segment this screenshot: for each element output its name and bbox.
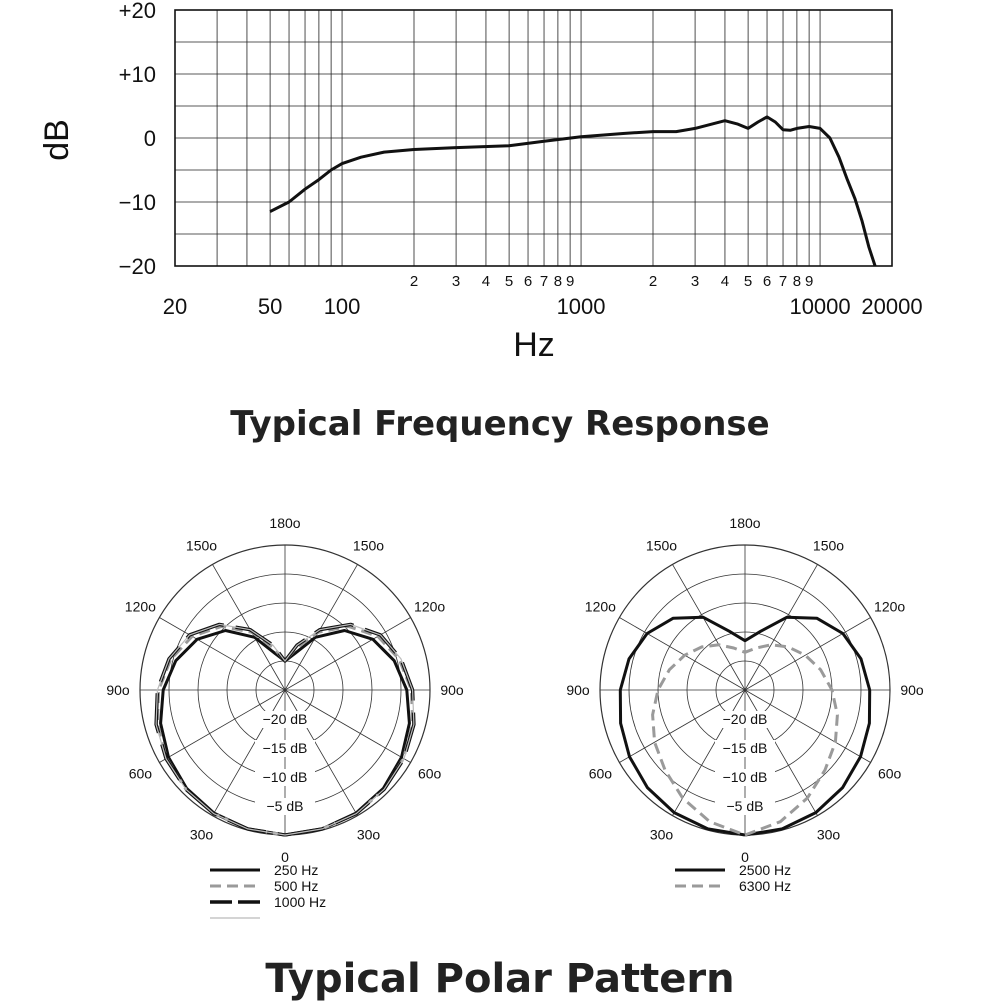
- polar-ring-label: −15 dB: [722, 740, 768, 756]
- x-minor-tick-label: 5: [504, 273, 514, 290]
- x-minor-tick-label: 4: [720, 273, 730, 290]
- polar-ring-label: −5 dB: [266, 798, 304, 814]
- polar-angle-label: 0: [281, 849, 289, 865]
- legend-label: 500 Hz: [274, 878, 319, 894]
- legend-label: 2500 Hz: [739, 862, 792, 878]
- polar-angle-label: 30o: [189, 826, 214, 843]
- x-major-tick-label: 100: [323, 294, 361, 319]
- legend-label: 250 Hz: [274, 862, 319, 878]
- x-minor-tick-label: 5: [743, 273, 753, 290]
- polar-angle-label: 150o: [352, 537, 385, 554]
- frequency-response-line: [270, 117, 875, 266]
- polar-angle-label: 180o: [269, 515, 301, 531]
- polar-ring-label: −10 dB: [262, 769, 308, 785]
- x-minor-tick-label: 9: [565, 273, 575, 290]
- legend-label: 1000 Hz: [274, 894, 327, 910]
- polar-angle-label: 30o: [649, 826, 674, 843]
- polar-angle-label: 90o: [900, 682, 924, 698]
- polar-angle-label: 150o: [185, 537, 218, 554]
- x-major-tick-label: 50: [257, 294, 283, 319]
- legend-label: 6300 Hz: [739, 878, 792, 894]
- polar-angle-label: 90o: [566, 682, 590, 698]
- polar-angle-label: 120o: [124, 598, 156, 615]
- x-minor-tick-label: 9: [804, 273, 814, 290]
- x-minor-tick-label: 8: [792, 273, 802, 290]
- polar-spoke: [285, 618, 411, 691]
- x-minor-tick-label: 6: [523, 273, 533, 290]
- polar-spoke: [673, 564, 746, 690]
- y-tick-label: +20: [118, 0, 156, 23]
- polar-angle-label: 60o: [877, 765, 902, 782]
- x-major-tick-label: 20: [162, 294, 188, 319]
- y-tick-label: −10: [118, 190, 156, 215]
- polar-angle-label: 60o: [588, 765, 613, 782]
- polar-angle-label: 60o: [417, 765, 442, 782]
- polar-angle-label: 30o: [816, 826, 841, 843]
- polar-pattern-title: Typical Polar Pattern: [265, 956, 735, 1002]
- polar-ring-label: −5 dB: [726, 798, 764, 814]
- polar-ring-label: −15 dB: [262, 740, 308, 756]
- polar-angle-label: 30o: [356, 826, 381, 843]
- x-minor-tick-label: 2: [409, 273, 419, 290]
- y-tick-label: +10: [118, 62, 156, 87]
- x-minor-tick-label: 6: [762, 273, 772, 290]
- polar-angle-label: 0: [741, 849, 749, 865]
- polar-angle-label: 120o: [414, 598, 446, 615]
- x-minor-tick-label: 7: [539, 273, 549, 290]
- y-tick-label: 0: [143, 126, 156, 151]
- polar-angle-label: 120o: [874, 598, 906, 615]
- y-axis-label: dB: [38, 119, 76, 161]
- polar-angle-label: 90o: [440, 682, 464, 698]
- x-minor-tick-label: 7: [778, 273, 788, 290]
- polar-pattern-chart-low: [106, 515, 464, 918]
- polar-spoke: [159, 618, 285, 691]
- x-major-tick-label: 20000: [861, 294, 923, 319]
- polar-angle-label: 90o: [106, 682, 130, 698]
- x-minor-tick-label: 8: [553, 273, 563, 290]
- polar-angle-label: 60o: [128, 765, 153, 782]
- x-minor-tick-label: 4: [481, 273, 491, 290]
- x-minor-tick-label: 3: [451, 273, 461, 290]
- y-tick-label: −20: [118, 254, 156, 279]
- polar-angle-label: 120o: [584, 598, 616, 615]
- polar-angle-label: 150o: [645, 537, 678, 554]
- polar-angle-label: 180o: [729, 515, 761, 531]
- polar-spoke: [745, 564, 818, 690]
- polar-ring-label: −10 dB: [722, 769, 768, 785]
- frequency-response-chart: [38, 0, 923, 364]
- polar-angle-label: 150o: [812, 537, 845, 554]
- polar-ring-label: −20 dB: [722, 711, 768, 727]
- polar-pattern-chart-high: [566, 515, 924, 894]
- x-major-tick-label: 1000: [556, 294, 606, 319]
- x-axis-label: Hz: [513, 326, 555, 364]
- x-minor-tick-label: 2: [648, 273, 658, 290]
- x-minor-tick-label: 3: [690, 273, 700, 290]
- polar-ring-label: −20 dB: [262, 711, 308, 727]
- x-major-tick-label: 10000: [789, 294, 851, 319]
- frequency-response-title: Typical Frequency Response: [230, 404, 770, 444]
